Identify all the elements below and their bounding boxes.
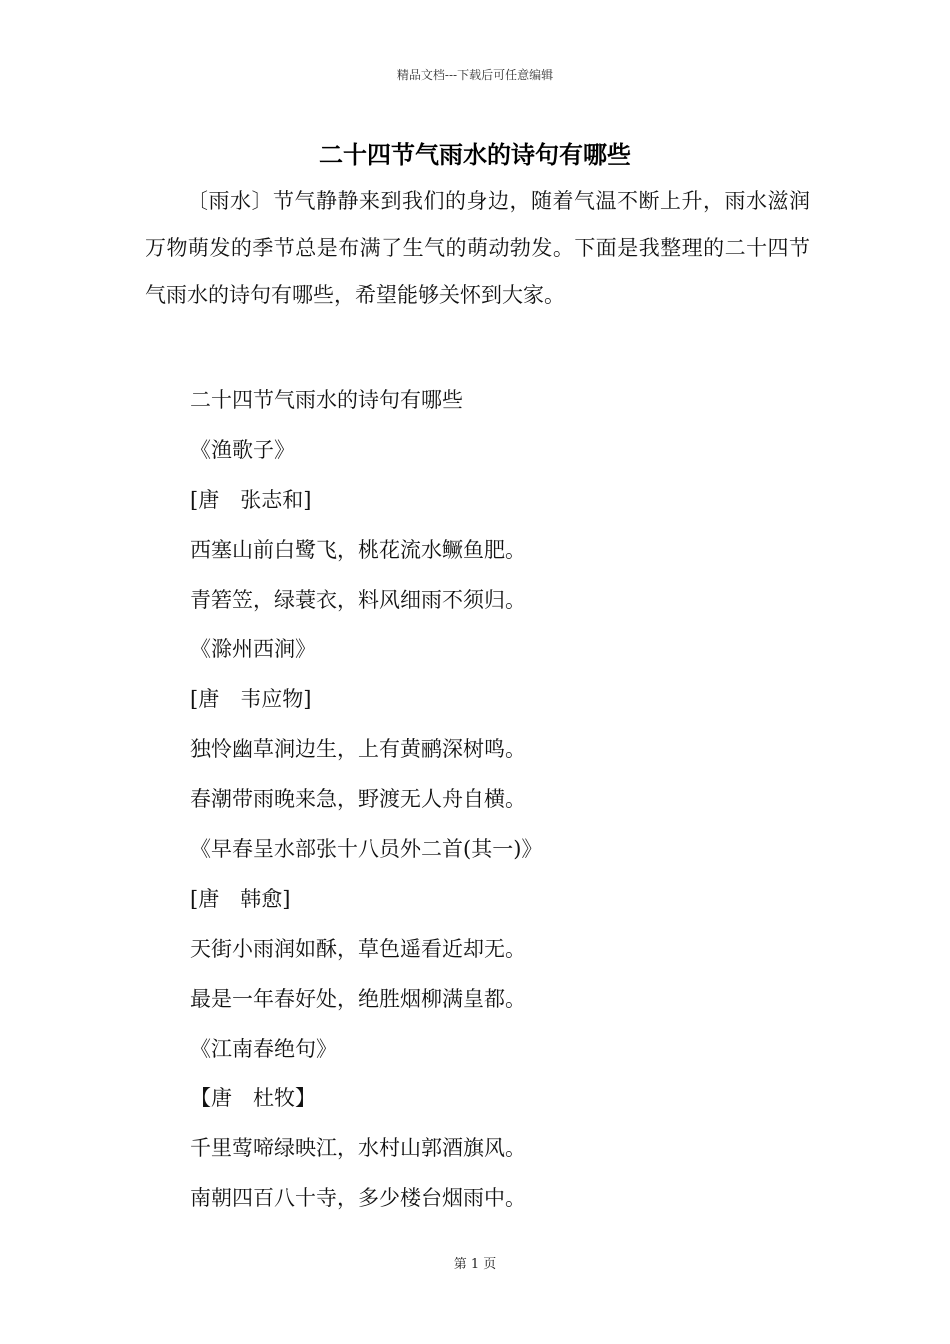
poem-line: 西塞山前白鹭飞，桃花流水鳜鱼肥。 [190,537,526,562]
poem-author: [唐 张志和] [190,487,312,512]
poem-line: 千里莺啼绿映江，水村山郭酒旗风。 [190,1136,526,1161]
poem-author: 【唐 杜牧】 [190,1086,316,1111]
poem-title: 《早春呈水部张十八员外二首(其一)》 [190,837,543,862]
poem-author: [唐 韩愈] [190,886,291,911]
poem-title: 《江南春绝句》 [190,1036,337,1061]
poem-line: 天街小雨润如酥，草色遥看近却无。 [190,936,526,961]
poem-line: 最是一年春好处，绝胜烟柳满皇都。 [190,986,526,1011]
poem-line: 独怜幽草涧边生，上有黄鹂深树鸣。 [190,737,526,762]
poem-line: 春潮带雨晚来急，野渡无人舟自横。 [190,787,526,812]
page-header-note: 精品文档---下载后可任意编辑 [396,68,554,82]
poem-section [190,376,830,1224]
poem-author: [唐 韦应物] [190,687,312,712]
poem-title: 《渔歌子》 [190,437,295,462]
section-heading: 二十四节气雨水的诗句有哪些 [190,388,463,412]
page-number: 第 1 页 [453,1257,497,1272]
poem-title: 《滁州西涧》 [190,637,316,662]
intro-paragraph: 〔雨水〕节气静静来到我们的身边，随着气温不断上升，雨水滋润万物萌发的季节总是布满了生气的萌动勃发。下面是我整理的二十四节气雨水的诗句有哪些，希望能够关怀到大家。 [145,189,810,307]
poem-line: 青箬笠，绿蓑衣，料风细雨不须归。 [190,587,526,612]
document-title: 二十四节气雨水的诗句有哪些 [319,140,631,169]
poem-line: 南朝四百八十寺，多少楼台烟雨中。 [190,1186,526,1211]
